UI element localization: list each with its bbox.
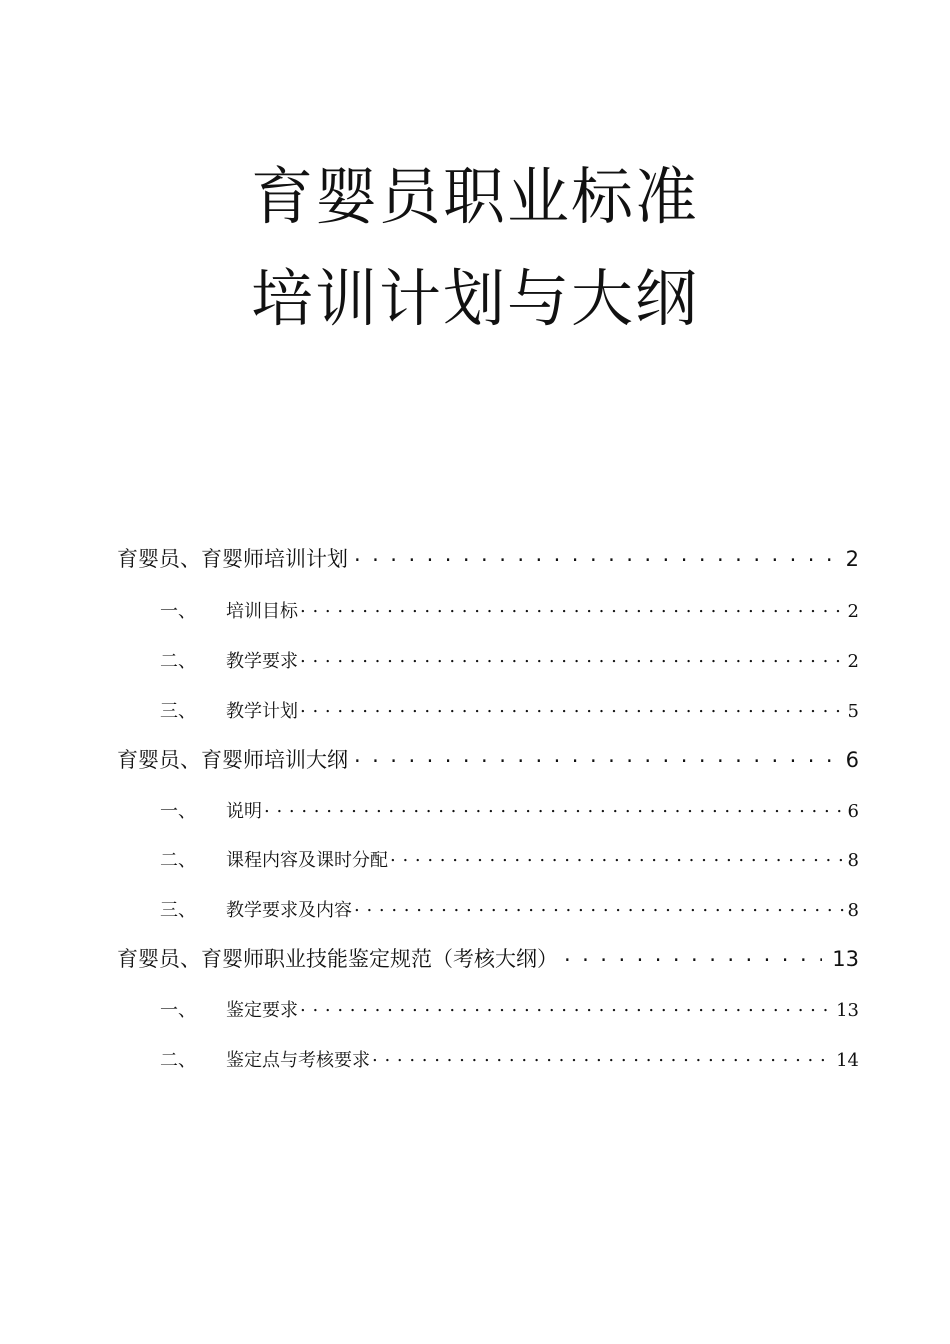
toc-section-skill-appraisal[interactable] bbox=[117, 943, 859, 973]
toc-leader-dots bbox=[354, 898, 844, 916]
toc-page-number: 8 bbox=[847, 900, 859, 921]
toc-page-number: 13 bbox=[836, 1000, 859, 1021]
toc-leader-dots bbox=[564, 945, 822, 966]
toc-section-training-outline[interactable] bbox=[117, 744, 859, 774]
toc-leader-dots bbox=[390, 848, 844, 866]
toc-item-label: 教学要求 bbox=[226, 651, 298, 672]
toc-item-teaching-requirements-content[interactable] bbox=[160, 896, 859, 922]
toc-leader-dots bbox=[300, 699, 844, 717]
toc-leader-dots bbox=[354, 545, 836, 566]
document-title-line-2: 培训计划与大纲 bbox=[250, 262, 699, 335]
toc-item-course-content-hours[interactable] bbox=[160, 846, 859, 872]
toc-leader-dots bbox=[354, 746, 836, 767]
toc-section-label: 育婴员、育婴师培训大纲 bbox=[117, 748, 348, 772]
toc-section-label: 育婴员、育婴师培训计划 bbox=[117, 547, 348, 571]
toc-page-number: 5 bbox=[847, 701, 859, 722]
toc-leader-dots bbox=[300, 649, 844, 667]
toc-item-number: 一、 bbox=[160, 801, 196, 822]
toc-item-teaching-plan[interactable] bbox=[160, 697, 859, 723]
toc-section-training-plan[interactable] bbox=[117, 543, 859, 573]
toc-item-number: 三、 bbox=[160, 701, 196, 722]
toc-item-teaching-requirements[interactable] bbox=[160, 647, 859, 673]
toc-leader-dots bbox=[372, 1048, 832, 1066]
toc-page-number: 6 bbox=[847, 801, 859, 822]
toc-leader-dots bbox=[264, 799, 844, 817]
toc-page-number: 14 bbox=[836, 1050, 859, 1071]
toc-item-explanation[interactable] bbox=[160, 797, 859, 823]
toc-item-number: 一、 bbox=[160, 1000, 196, 1021]
toc-page-number: 6 bbox=[845, 748, 859, 772]
toc-item-number: 二、 bbox=[160, 850, 196, 871]
toc-page-number: 2 bbox=[847, 601, 859, 622]
toc-item-number: 二、 bbox=[160, 1050, 196, 1071]
toc-page-number: 2 bbox=[847, 651, 859, 672]
toc-page-number: 8 bbox=[847, 850, 859, 871]
toc-item-label: 培训目标 bbox=[226, 601, 298, 622]
toc-section-label: 育婴员、育婴师职业技能鉴定规范（考核大纲） bbox=[117, 947, 558, 971]
toc-item-label: 说明 bbox=[226, 801, 262, 822]
toc-item-number: 三、 bbox=[160, 900, 196, 921]
toc-item-label: 鉴定要求 bbox=[226, 1000, 298, 1021]
toc-leader-dots bbox=[300, 599, 844, 617]
toc-item-number: 二、 bbox=[160, 651, 196, 672]
toc-page-number: 13 bbox=[832, 947, 859, 971]
toc-item-label: 教学要求及内容 bbox=[226, 900, 352, 921]
toc-leader-dots bbox=[300, 998, 832, 1016]
toc-item-appraisal-requirements[interactable] bbox=[160, 996, 859, 1022]
toc-item-label: 鉴定点与考核要求 bbox=[226, 1050, 370, 1071]
toc-item-number: 一、 bbox=[160, 601, 196, 622]
toc-item-training-goals[interactable] bbox=[160, 597, 859, 623]
document-title-line-1: 育婴员职业标准 bbox=[250, 160, 699, 233]
toc-item-appraisal-points[interactable] bbox=[160, 1046, 859, 1072]
toc-item-label: 课程内容及课时分配 bbox=[226, 850, 388, 871]
toc-item-label: 教学计划 bbox=[226, 701, 298, 722]
toc-page-number: 2 bbox=[845, 547, 859, 571]
